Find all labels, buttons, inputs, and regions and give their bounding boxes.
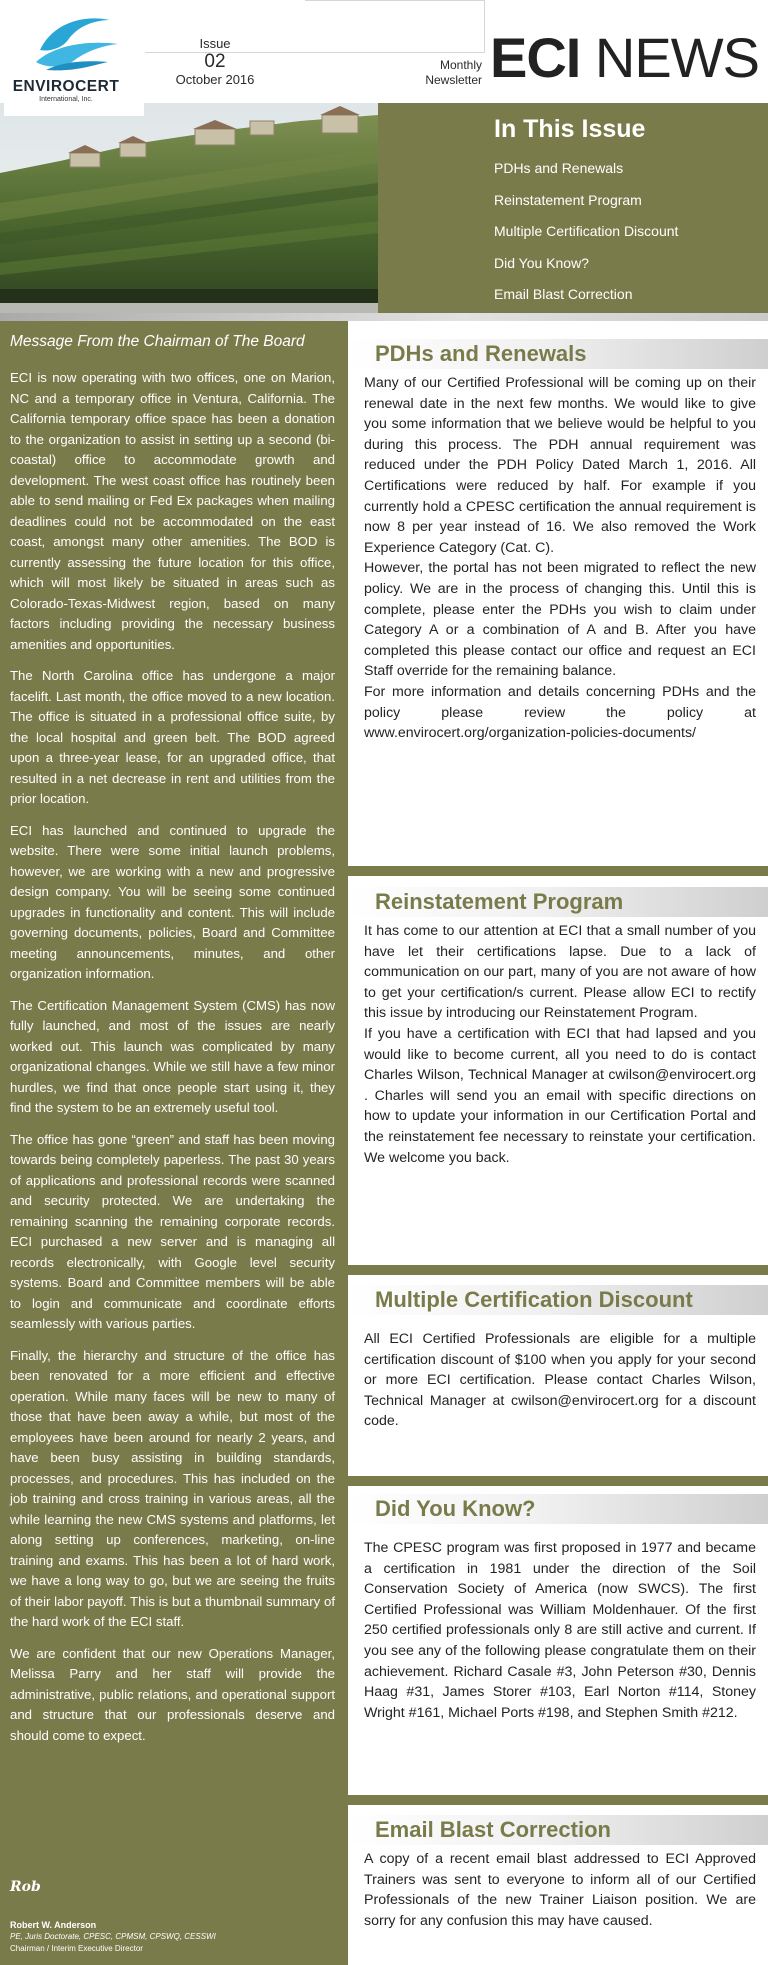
section-divider [348,1265,768,1275]
monthly-line: Monthly [439,58,482,72]
header-rule-vertical [484,0,485,52]
section-divider [348,1795,768,1805]
chairman-paragraph: The Certification Management System (CMS) has now fully launched, and most of the issues are nearly worked out. This launch was complicated by many organizational changes. While we still have a few minor hurdles, we find that once people start using it, they find the system to be an extremely useful tool. [10,997,335,1115]
signer-name: Robert W. Anderson [10,1920,97,1930]
chairman-paragraph: ECI is now operating with two offices, one on Marion, NC and a temporary office in Ventura, California. The California temporary office space has been a donation to the organization to assist in setting up a second (bi-coastal) office to accommodate growth and development. The west coast office has routinely been able to send mailing or Fed Ex packages when mailing deadlines could not be accommodated on the east coast, amongst many other amenities. The BOD is currently assessing the future location for this office, which will most likely be situated in areas such as Colorado-Texas-Midwest region, based on many factors including providing the necessary business amenities and opportunities. [10,370,335,652]
section-header [348,1488,768,1528]
logo-subtitle: International, Inc. [39,96,93,103]
chairman-heading: Message From the Chairman of The Board [10,333,305,350]
hillside-illustration [0,103,378,313]
header-separator [0,313,768,321]
section-body [364,921,756,1168]
section-title: Did You Know? [375,1496,536,1521]
newsletter-line: Newsletter [425,73,482,87]
signer-block [10,1919,216,1955]
section-paragraph: It has come to our attention at ECI that a small number of you have let their certifications lapse. Due to a lack of communication on our part, many of you are not aware of how to get your certification/s current. Please allow ECI to rectify this issue by introducing our Reinstatement Program. [364,923,756,1022]
section-discount [348,1279,768,1432]
section-title: Email Blast Correction [375,1817,611,1842]
signature: Rob [10,1879,41,1895]
chairman-paragraph: We are confident that our new Operations Manager, Melissa Parry and her staff will provide the administrative, public relations, and operational support and structure that our professionals deserve and should come to expect. [10,1645,335,1743]
section-paragraph: The CPESC program was first proposed in 1977 and became a certification in 1981 under the direction of the Soil Conservation Society of America (now SWCS). The first Certified Professional was William Moldenhauer. Of the first 250 certified professionals only 8 are still active and current. If you see any of the following please congratulate them on their achievement. Richard Casale #3, John Peterson #30, Dennis Haag #31, James Storer #103, Earl Norton #114, Stoney Wright #161, Michael Ports #198, and Stephen Smith #212. [364,1540,756,1721]
issue-info [165,36,265,87]
monthly-newsletter-label [410,58,482,88]
section-paragraph: A copy of a recent email blast addressed to ECI Approved Trainers was sent to everyone to inform all of our Certified Professionals of the new Trainer Liaison position. We are sorry for any confusion this may have caused. [364,1851,756,1929]
section-header [348,881,768,921]
chairman-paragraph: The North Carolina office has undergone a major facelift. Last month, the office moved to a new location. The office is situated in a professional office suite, by the local hospital and green belt. The BOD agreed upon a three-year lease, for an upgraded office, that resulted in a net decrease in rent and utilities from the prior location. [10,668,335,806]
section-email-blast [348,1809,768,1931]
section-body [364,1538,756,1723]
section-body [364,373,756,744]
chairman-body [10,368,335,1757]
section-title: Multiple Certification Discount [375,1287,693,1312]
section-paragraph: Many of our Certified Professional will be coming up on their renewal date in the next few months. We would like to give you some information that we believe would be helpful to you during this process. The PDH annual requirement was reduced under the PDH Policy Dated March 1, 2016. All Certifications were reduced by half. For example if you currently hold a CPESC certification the annual requirement is now 8 per year instead of 16. We also removed the Work Experience Category (Cat. C). [364,375,756,556]
section-paragraph: For more information and details concerning PDHs and the policy please review the policy at www.envirocert.org/organization-policies-documents/ [364,683,756,742]
section-header [348,1279,768,1319]
newsletter-header [0,0,768,103]
section-divider [348,866,768,876]
section-paragraph: However, the portal has not been migrated to reflect the new policy. We are in the process of changing this. Until this is complete, please enter the PDHs you wish to claim under Category A or a combination of A and B. After you have completed this please contact our office and request an ECI Staff override for the remaining balance. [364,560,756,680]
title-bold: ECI [490,26,581,89]
issue-number: 02 [204,51,226,72]
section-paragraph: If you have a certification with ECI that had lapsed and you would like to become current, all you need to do is contact Charles Wilson, Technical Manager at cwilson@envirocert.org . Charles will send you an email with specific directions on how to update your information in our Certification Portal and the reinstatement fee necessary to reinstate your certification. We welcome you back. [364,1025,756,1166]
toc-title: In This Issue [494,115,646,143]
title-light: NEWS [594,26,759,89]
wave-logo-icon [32,10,122,76]
section-title: Reinstatement Program [375,889,624,914]
section-reinstatement [348,881,768,1168]
section-pdhs [348,333,768,744]
header-rule-top [305,0,485,1]
in-this-issue-panel [378,103,768,313]
section-body [364,1329,756,1432]
chairman-paragraph: ECI has launched and continued to upgrade the website. There were some initial launch problems, however, we are working with a new and progressive design company. You will be seeing some continued upgrades in functionality and content. This will include governing documents, policies, Board and Committee meeting announcements, minutes, and other organization information. [10,822,335,981]
hillside-photo [0,103,378,313]
section-header [348,1809,768,1849]
section-title: PDHs and Renewals [375,341,587,366]
articles-column [348,321,768,1965]
toc-item-did-you-know[interactable]: Did You Know? [494,254,589,271]
toc-list [494,158,678,316]
envirocert-logo [4,6,144,116]
signer-credentials: PE, Juris Doctorate, CPESC, CPMSM, CPSWQ, CESSWI [10,1932,216,1941]
chairman-message [0,321,348,1965]
logo-wordmark: ENVIROCERT [12,78,120,95]
section-paragraph: All ECI Certified Professionals are eligible for a multiple certification discount of $100 when you apply for your second or more ECI certification. Please contact Charles Wilson, Technical Manager at cwilson@envirocert.org for a discount code. [364,1331,756,1430]
section-did-you-know [348,1488,768,1723]
chairman-paragraph: Finally, the hierarchy and structure of the office has been renovated for a more efficient and effective operation. While many faces will be new to many of those that have been away a while, but most of the employees have been around for nearly 2 years, and have been busy assisting in building standards, processes, and procedures. This has included on the job training and cross training in various areas, all the while learning the new CMS systems and platforms, let along setting up conferences, marketing, on-line training and exams. This has been a lot of hard work, we have a long way to go, but we are seeing the fruits of their labor payoff. This is but a thumbnail summary of the hard work of the ECI staff. [10,1347,335,1629]
newsletter-title [490,28,759,88]
toc-item-reinstatement[interactable]: Reinstatement Program [494,191,642,208]
section-divider [348,1476,768,1486]
section-header [348,333,768,373]
signer-title: Chairman / Interim Executive Director [10,1944,143,1953]
toc-item-pdhs[interactable]: PDHs and Renewals [494,160,624,176]
issue-date: October 2016 [175,72,255,87]
toc-item-discount[interactable]: Multiple Certification Discount [494,223,679,239]
toc-item-email-blast[interactable]: Email Blast Correction [494,286,633,302]
section-body [364,1849,756,1931]
chairman-paragraph: The office has gone “green” and staff has been moving towards being completely paperless. The past 30 years of applications and professional records were scanned and security protected. We are undertaking the remaining scanning the remaining corporate records. ECI purchased a new server and is managing all records electronically, with Google level security systems. Board and Committee members will be able to login and communicate and coordinate efforts seamlessly with various parties. [10,1131,335,1331]
issue-label: Issue [199,36,231,51]
